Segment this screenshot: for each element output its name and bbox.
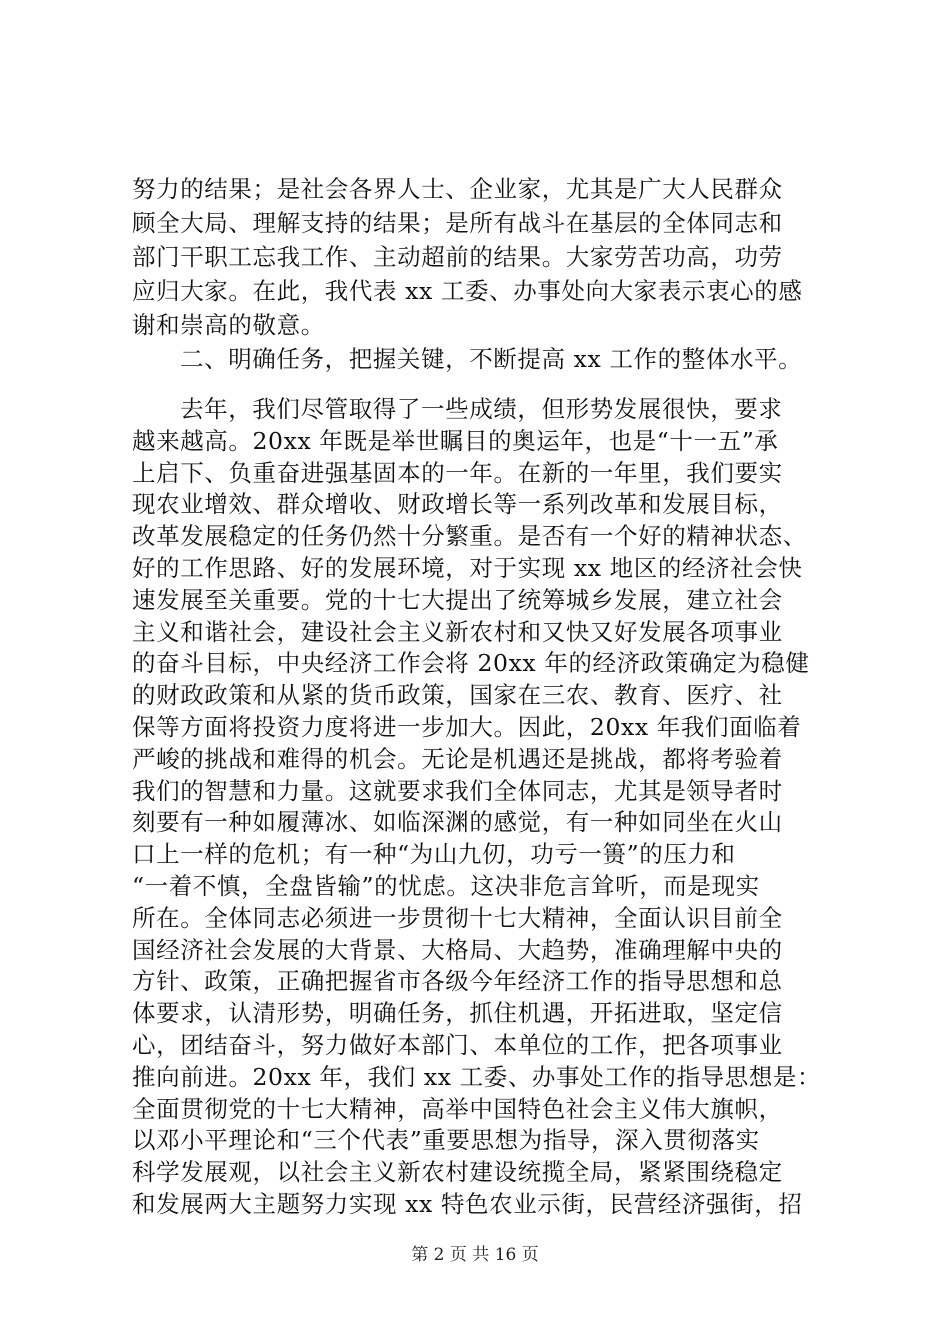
text-line: 去年，我们尽管取得了一些成绩，但形势发展很快，要求 [180,395,783,423]
text-line: 所在。全体同志必须进一步贯彻十七大精神，全面认识目前全 [132,903,783,932]
text-line: 严峻的挑战和难得的机会。无论是机遇还是挑战，都将考验着 [132,744,783,773]
text-line: 改革发展稳定的任务仍然十分繁重。是否有一个好的精神状态、 [132,522,807,551]
text-line: 科学发展观，以社会主义新农村建设统揽全局，紧紧围绕稳定 [132,1158,783,1187]
text-line: 主义和谐社会，建设社会主义新农村和又快又好发展各项事业 [132,617,783,646]
page-number-footer: 第 2 页 共 16 页 [411,1245,539,1265]
text-line: 现农业增效、群众增收、财政增长等一系列改革和发展目标， [132,490,783,519]
text-line: 上启下、负重奋进强基固本的一年。在新的一年里，我们要实 [132,458,783,487]
text-line: 的奋斗目标，中央经济工作会将 20xx 年的经济政策确定为稳健 [132,649,810,678]
text-line: 口上一样的危机；有一种“为山九仞，功亏一篑”的压力和 [132,840,736,869]
text-line: 刻要有一种如履薄冰、如临深渊的感觉，有一种如同坐在火山 [132,808,783,837]
text-line: 国经济社会发展的大背景、大格局、大趋势，准确理解中央的 [132,935,783,964]
text-line: 应归大家。在此，我代表 xx 工委、办事处向大家表示衷心的感 [132,277,803,305]
text-line: 努力的结果；是社会各界人士、企业家，尤其是广大人民群众 [132,175,783,203]
text-line: 谢和崇高的敬意。 [132,311,325,339]
text-line: 我们的智慧和力量。这就要求我们全体同志，尤其是领导者时 [132,776,783,805]
text-line: 方针、政策，正确把握省市各级今年经济工作的指导思想和总 [132,967,783,996]
text-line: 保等方面将投资力度将进一步加大。因此，20xx 年我们面临着 [132,713,802,741]
text-line: 体要求，认清形势，明确任务，抓住机遇，开拓进取，坚定信 [132,999,783,1028]
text-line: 心，团结奋斗，努力做好本部门、本单位的工作，把各项事业 [132,1031,783,1059]
text-line: “一着不慎，全盘皆输”的忧虑。这决非危言耸听，而是现实 [132,872,760,900]
text-line: 以邓小平理论和“三个代表”重要思想为指导，深入贯彻落实 [132,1126,760,1155]
text-line: 速发展至关重要。党的十七大提出了统筹城乡发展，建立社会 [132,585,783,614]
text-line: 部门干职工忘我工作、主动超前的结果。大家劳苦功高，功劳 [132,243,783,271]
text-line: 的财政政策和从紧的货币政策，国家在三农、教育、医疗、社 [132,681,783,710]
text-line: 推向前进。20xx 年，我们 xx 工委、办事处工作的指导思想是： [132,1062,822,1091]
text-line: 越来越高。20xx 年既是举世瞩目的奥运年，也是“十一五”承 [132,426,779,455]
text-line: 和发展两大主题努力实现 xx 特色农业示街，民营经济强街，招 [132,1190,803,1218]
text-line: 顾全大局、理解支持的结果；是所有战斗在基层的全体同志和 [132,209,783,237]
section-heading: 二、明确任务，把握关键，不断提高 xx 工作的整体水平。 [180,345,803,373]
text-line: 好的工作思路、好的发展环境，对于实现 xx 地区的经济社会快 [132,554,803,582]
text-line: 全面贯彻党的十七大精神，高举中国特色社会主义伟大旗帜， [132,1094,783,1123]
